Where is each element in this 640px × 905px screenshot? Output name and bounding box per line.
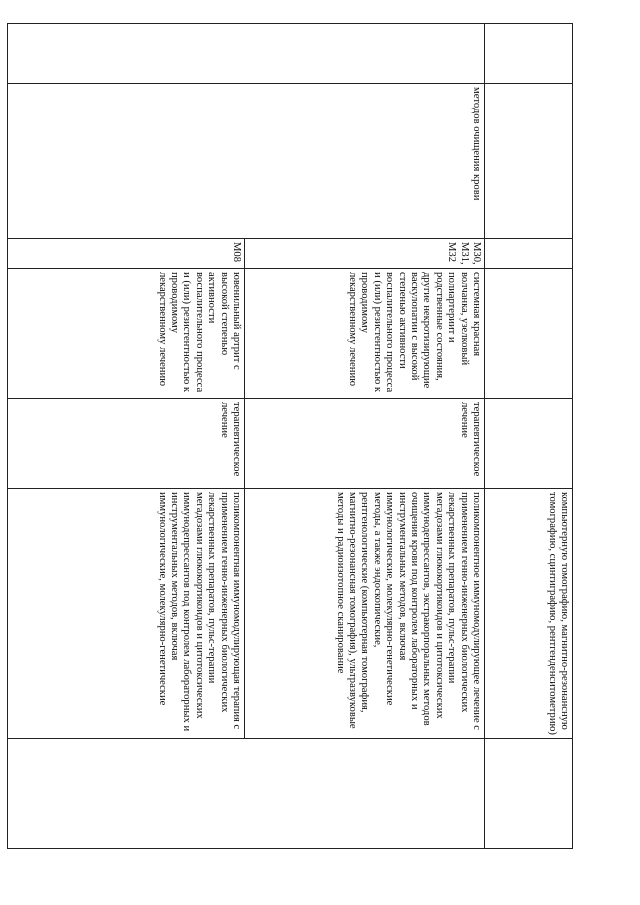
cell-blank-c bbox=[485, 239, 573, 269]
row2-method: поликомпонентная иммуномодулирующая терапия с применением генно-инженерных биологических лекарственных препаратов, пульс-терапии мегадозами глюкокортикоидов и цитотоксических иммунодепрессантов под контролем лабораторных и инструментальных методов, включая иммунологические, молекулярно-генетические bbox=[8, 489, 245, 739]
row1-method: поликомпонентное иммуномодулирующее лечение с применением генно-инженерных биологических лекарственных препаратов, пульс-терапии мегадозами глюкокортикоидов и цитотоксических иммунодепрессантов, экстракорпоральных методов очищения крови под контролем лабораторных и инструментальных методов, включая иммунологические, молекулярно-генетические методы, а также эндоскопические, рентгенологические (компьютерная томография, магнитно-резонансная томография), ультразвуковые методы и радиоизотопное сканирование bbox=[245, 489, 485, 739]
row2-disease: ювенильный артрит с высокой степенью активности воспалительного процесса и (или) резистентностью к проводимому лекарственному лечению bbox=[8, 269, 245, 399]
cell-blank-right bbox=[8, 739, 485, 849]
cell-blank-left bbox=[8, 24, 485, 84]
medical-care-table bbox=[7, 23, 573, 849]
row1-code: М30, М31, М32 bbox=[245, 239, 485, 269]
cell-blank-f bbox=[485, 739, 573, 849]
row1-treatment-type: терапевтическое лечение bbox=[245, 399, 485, 489]
row2-treatment-type: терапевтическое лечение bbox=[8, 399, 245, 489]
cell-method-top: компьютерную томографию, магнитно-резонансную томографию, сцинтиграфию, рентгенденситометрию) bbox=[485, 489, 573, 739]
cell-blank-b bbox=[485, 84, 573, 239]
row2-code: М08 bbox=[8, 239, 245, 269]
cell-blank-d bbox=[485, 269, 573, 399]
row1-disease: системная красная волчанка, узелковый полиартериит и родственные состояния, другие некротизирующие васкулопатии с высокой степенью активности воспалительного процесса и (или) резистентностью к проводимому лекарственному лечению bbox=[245, 269, 485, 399]
rotated-document-page bbox=[8, 23, 573, 848]
cell-method-label: методов очищения крови bbox=[8, 84, 485, 239]
cell-blank-e bbox=[485, 399, 573, 489]
cell-blank-a bbox=[485, 24, 573, 84]
